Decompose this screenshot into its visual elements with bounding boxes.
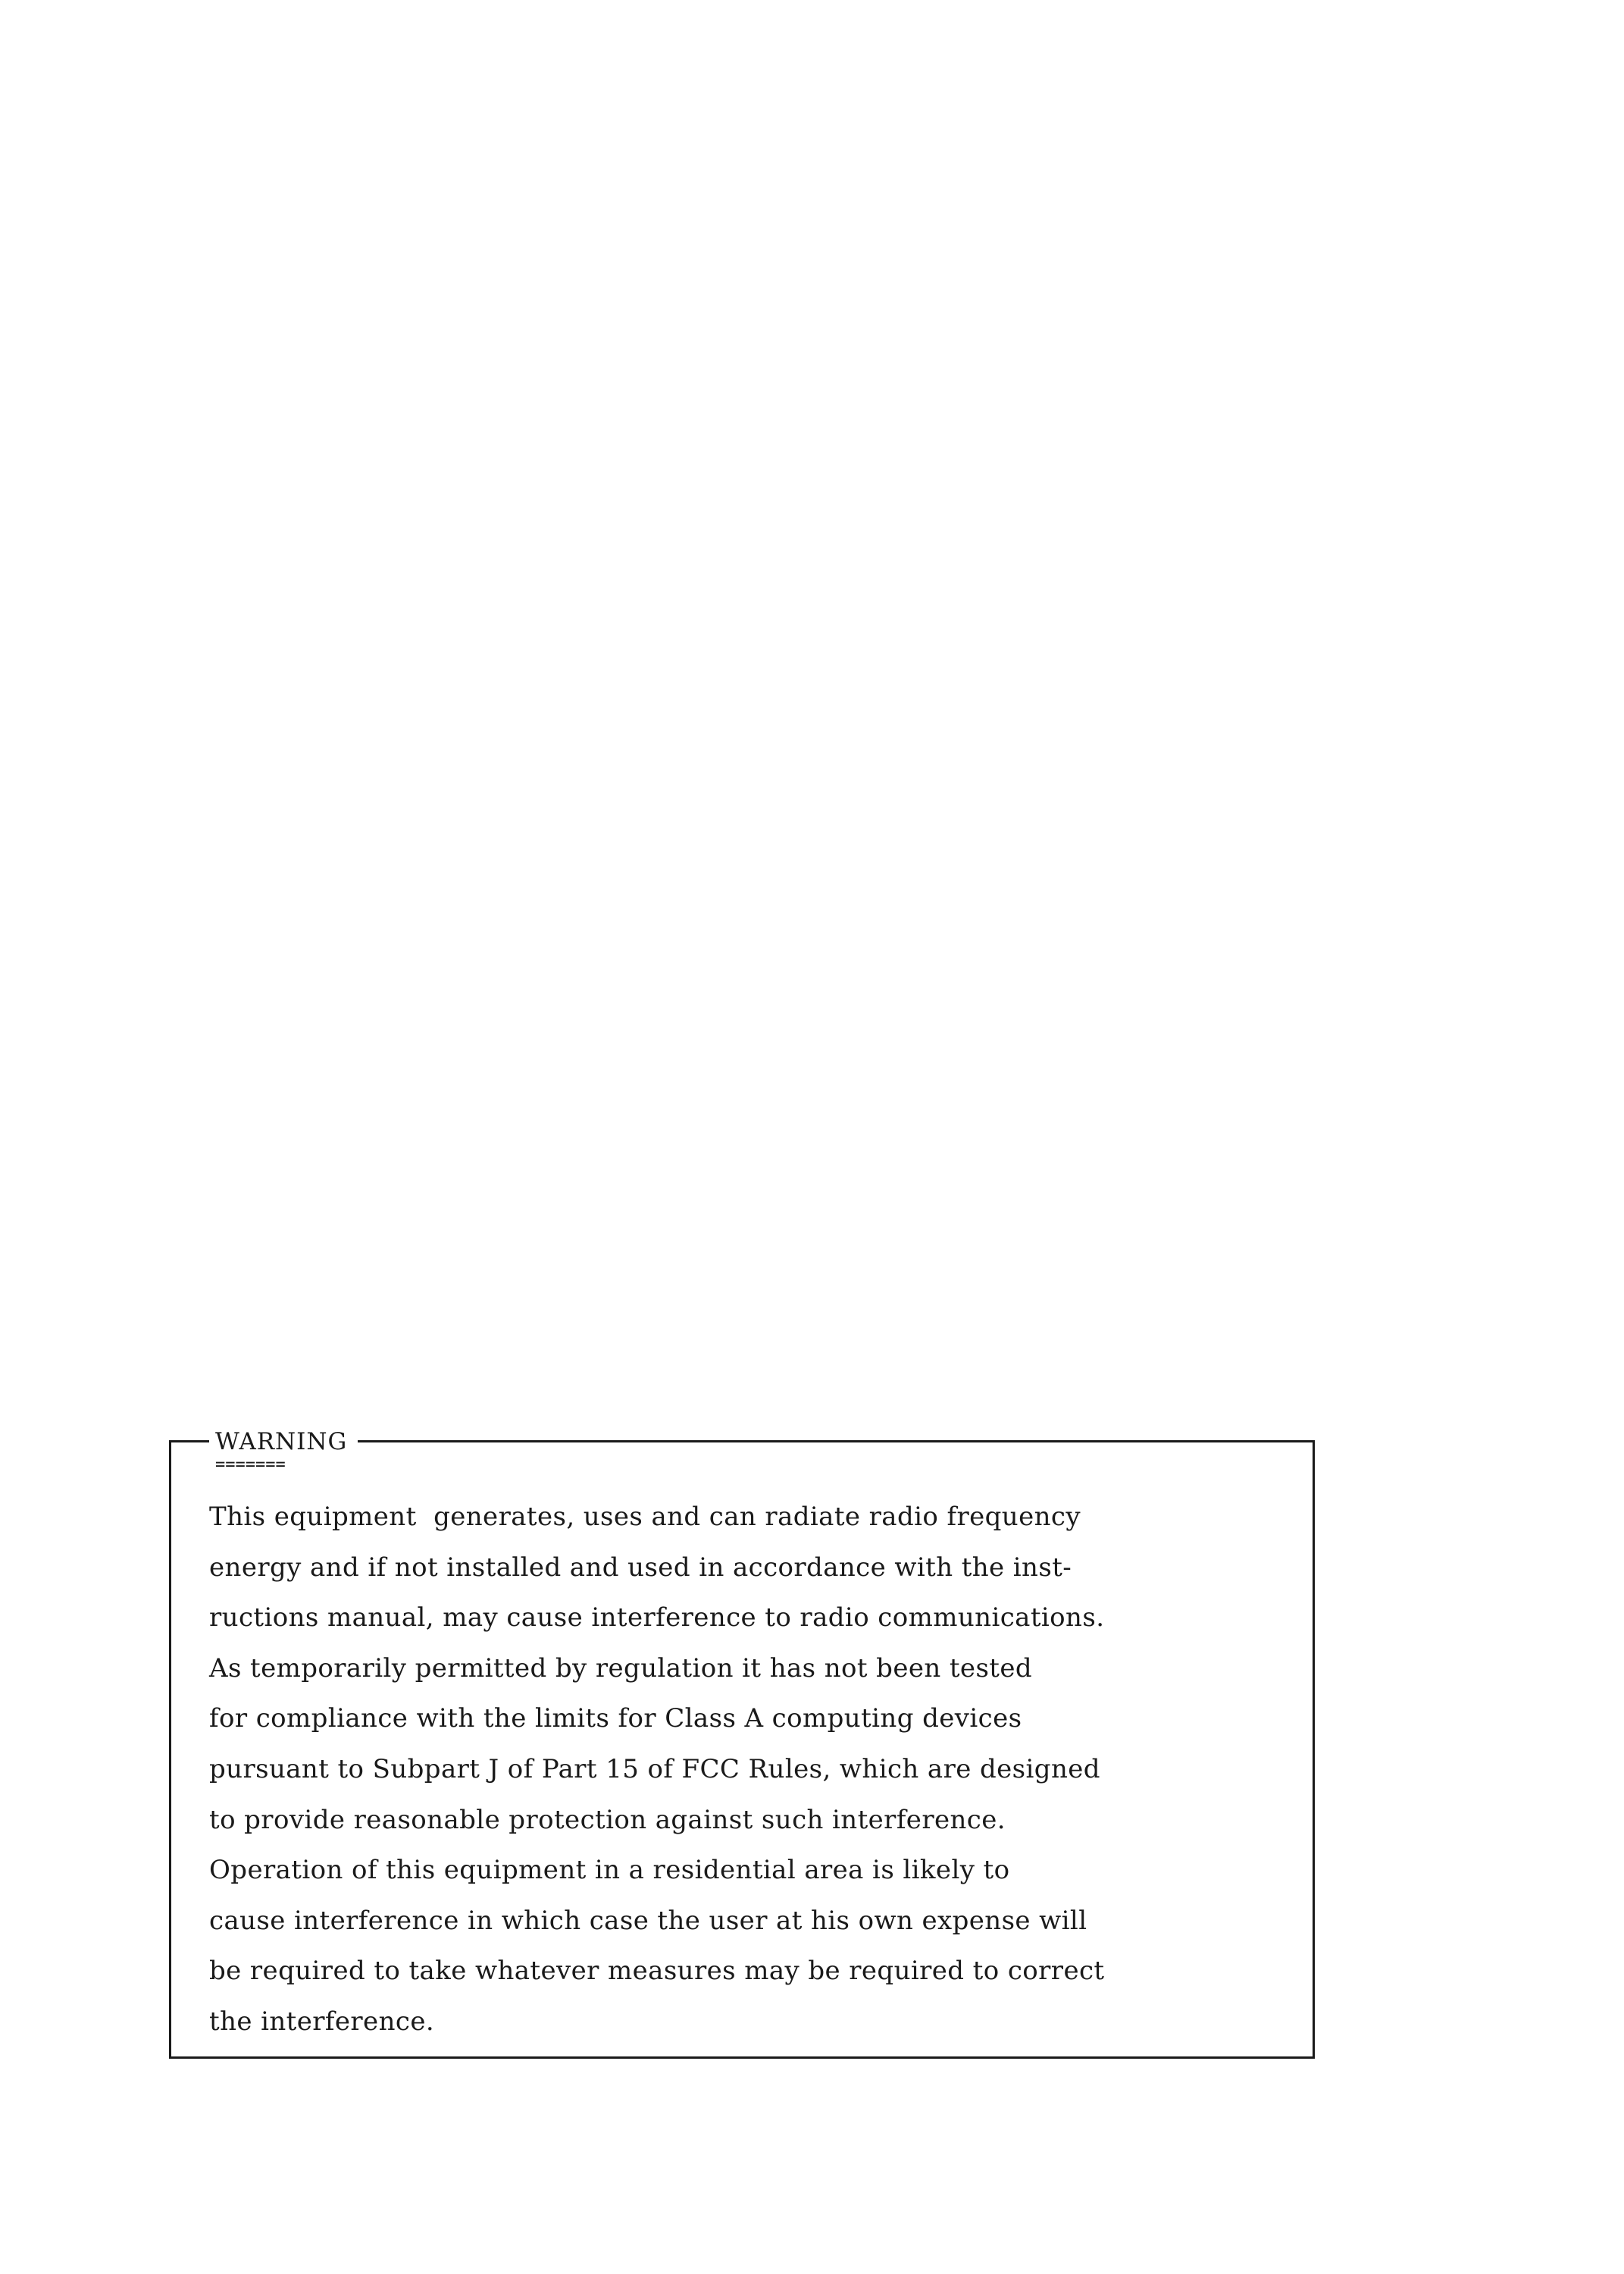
warning-text [209, 1492, 1300, 2047]
warning-title-underline: ======= [215, 1457, 289, 1474]
warning-line: to provide reasonable protection against such interference. [209, 1804, 1006, 1835]
warning-line: This equipment generates, uses and can radiate radio frequency [209, 1502, 1081, 1532]
warning-line: the interference. [209, 2006, 435, 2037]
warning-line: be required to take whatever measures may be required to correct [209, 1956, 1105, 1987]
warning-line: for compliance with the limits for Class A computing devices [209, 1703, 1022, 1734]
warning-line: energy and if not installed and used in accordance with the inst- [209, 1552, 1072, 1583]
warning-line: ructions manual, may cause interference to radio communications. [209, 1602, 1105, 1633]
warning-line: As temporarily permitted by regulation it has not been tested [209, 1652, 1033, 1684]
warning-line: cause interference in which case the user at his own expense will [209, 1905, 1087, 1936]
warning-title: WARNING [209, 1428, 358, 1455]
warning-line: pursuant to Subpart J of Part 15 of FCC Rules, which are designed [209, 1753, 1100, 1784]
warning-line: Operation of this equipment in a residential area is likely to [209, 1855, 1010, 1886]
